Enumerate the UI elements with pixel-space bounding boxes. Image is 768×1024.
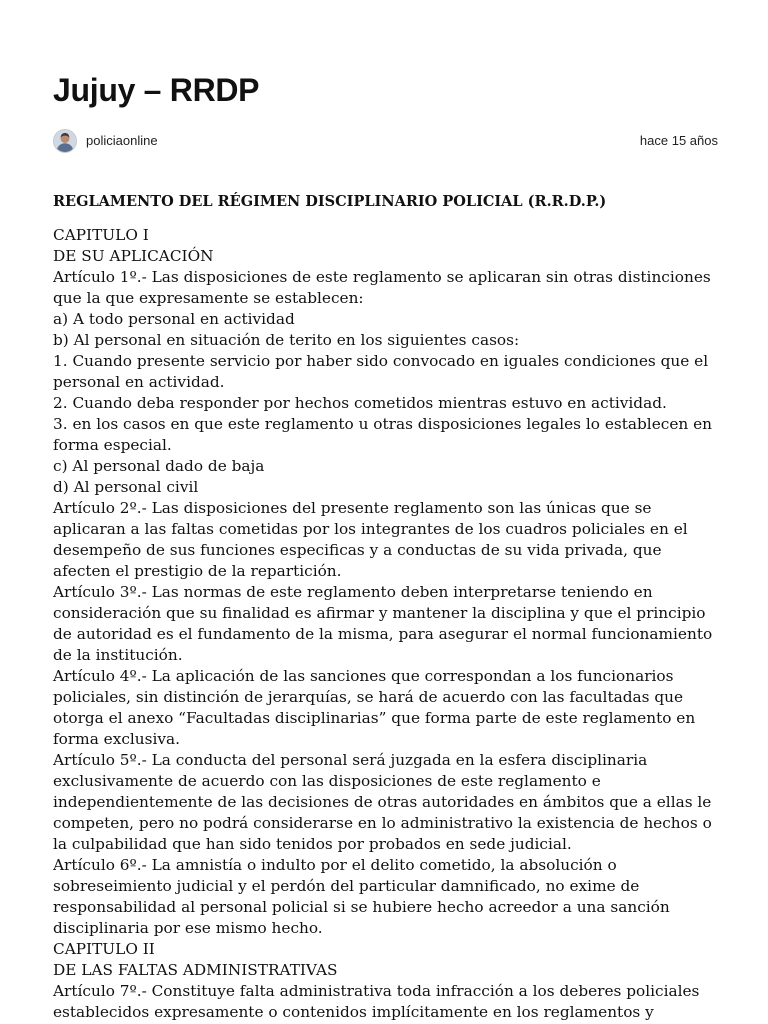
list-item: d) Al personal civil	[53, 478, 199, 496]
document-heading: REGLAMENTO DEL RÉGIMEN DISCIPLINARIO POLICIAL (R.R.D.P.)	[53, 193, 607, 210]
author-link[interactable]: policiaonline	[86, 133, 158, 148]
post-date: hace 15 años	[639, 133, 718, 148]
article-paragraph: Artículo 6º.- La amnistía o indulto por el delito cometido, la absolución o sobreseimiento judicial y el perdón del particular damnificado, no exime de responsabilidad al personal policial si se hubiere hecho acreedor a una sanción disciplinaria por ese mismo hecho.	[53, 856, 670, 937]
chapter-subtitle: DE SU APLICACIÓN	[53, 247, 214, 265]
article-paragraph: Artículo 2º.- Las disposiciones del presente reglamento son las únicas que se aplicaran a las faltas cometidas por los integrantes de los cuadros policiales en el desempeño de sus funciones especificas y a conductas de su vida privada, que afecten el prestigio de la repartición.	[53, 499, 688, 580]
chapter-title: CAPITULO I	[53, 226, 149, 244]
list-item: 3. en los casos en que este reglamento u otras disposiciones legales lo establecen en forma especial.	[53, 415, 712, 454]
article-paragraph: Artículo 7º.- Constituye falta administrativa toda infracción a los deberes policiales establecidos expresamente o contenidos implícitamente en los reglamentos y	[53, 982, 700, 1021]
article-paragraph: Artículo 3º.- Las normas de este reglamento deben interpretarse teniendo en consideración que su finalidad es afirmar y mantener la disciplina y que el principio de autoridad es el fundamento de la misma, para asegurar el normal funcionamiento de la institución.	[53, 583, 713, 664]
article-paragraph: Artículo 1º.- Las disposiciones de este reglamento se aplicaran sin otras distinciones que la que expresamente se establecen:	[53, 268, 711, 307]
user-avatar-icon[interactable]	[53, 129, 77, 153]
page-title: Jujuy – RRDP	[53, 72, 260, 108]
list-item: 2. Cuando deba responder por hechos cometidos mientras estuvo en actividad.	[53, 394, 667, 412]
chapter-title: CAPITULO II	[53, 940, 155, 958]
list-item: b) Al personal en situación de terito en los siguientes casos:	[53, 331, 520, 349]
post-byline	[53, 129, 718, 153]
list-item: 1. Cuando presente servicio por haber sido convocado en iguales condiciones que el personal en actividad.	[53, 352, 709, 391]
article-paragraph: Artículo 4º.- La aplicación de las sanciones que correspondan a los funcionarios policiales, sin distinción de jerarquías, se hará de acuerdo con las facultadas que otorga el anexo “Facultadas disciplinarias” que forma parte de este reglamento en forma exclusiva.	[53, 667, 696, 748]
document-body	[53, 191, 721, 1023]
chapter-subtitle: DE LAS FALTAS ADMINISTRATIVAS	[53, 961, 338, 979]
list-item: a) A todo personal en actividad	[53, 310, 295, 328]
document-text	[53, 225, 721, 1023]
article-paragraph: Artículo 5º.- La conducta del personal será juzgada en la esfera disciplinaria exclusivamente de acuerdo con las disposiciones de este reglamento e independientemente de las decisiones de otras autoridades en ámbitos que a ellas le competen, pero no podrá considerarse en lo administrativo la existencia de hechos o la culpabilidad que han sido tenidos por probados en sede judicial.	[53, 751, 712, 853]
list-item: c) Al personal dado de baja	[53, 457, 265, 475]
